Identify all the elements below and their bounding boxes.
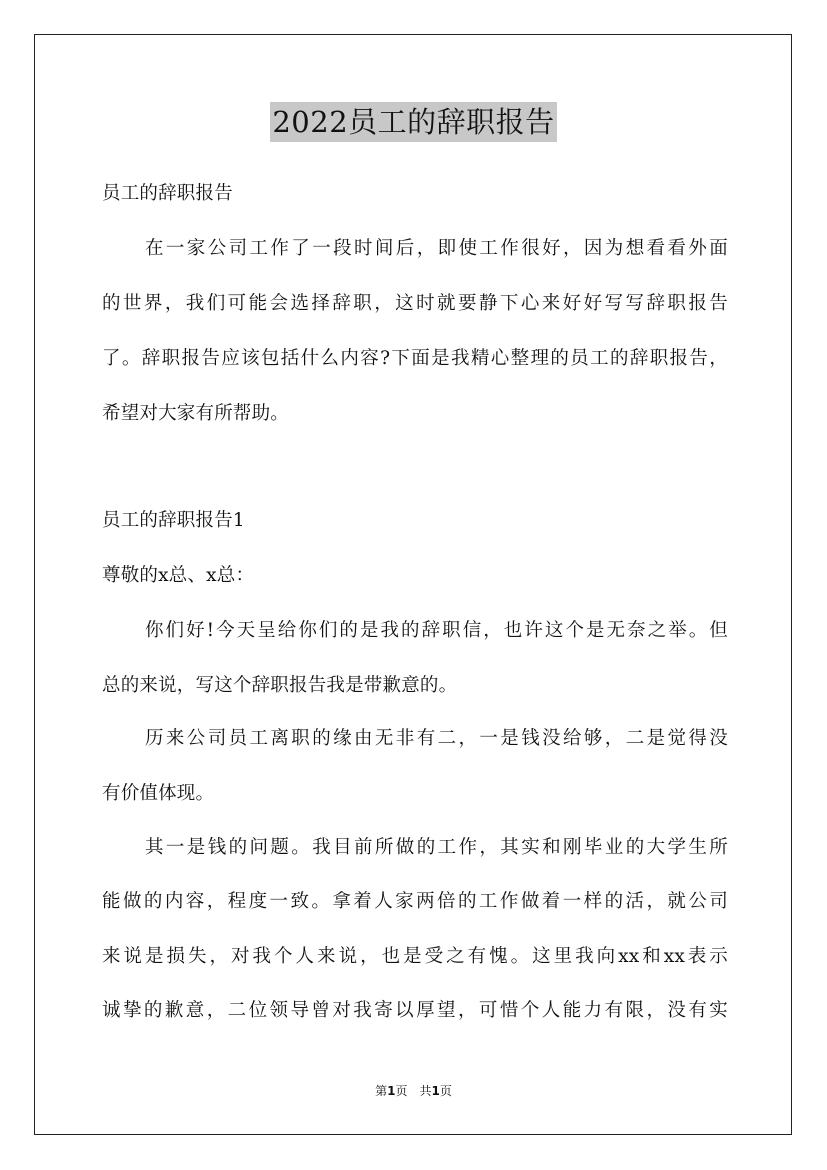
- body-line-8: 诚挚的歉意，二位领导曾对我寄以厚望，可惜个人能力有限，没有实: [102, 1000, 728, 1021]
- body-line-3: 历来公司员工离职的缘由无非有二，一是钱没给够，二是觉得没: [145, 728, 728, 749]
- body-line-6: 能做的内容，程度一致。拿着人家两倍的工作做着一样的活，就公司: [102, 891, 728, 912]
- section-heading: 员工的辞职报告1: [102, 510, 245, 531]
- intro-line-3: 了。辞职报告应该包括什么内容?下面是我精心整理的员工的辞职报告，: [102, 348, 728, 369]
- intro-line-4: 希望对大家有所帮助。: [102, 403, 290, 424]
- footer-page-suffix: 页: [439, 1084, 452, 1098]
- footer-page-prefix: 第: [375, 1084, 388, 1098]
- footer-page-current: 1: [387, 1084, 396, 1098]
- page-footer: [0, 1083, 827, 1099]
- salutation: 尊敬的x总、x总：: [102, 565, 255, 586]
- document-title: 2022员工的辞职报告: [270, 102, 556, 142]
- body-line-1: 你们好!今天呈给你们的是我的辞职信，也许这个是无奈之举。但: [145, 620, 728, 641]
- footer-page-mid: 页 共: [395, 1084, 432, 1098]
- body-line-7: 来说是损失，对我个人来说，也是受之有愧。这里我向xx和xx表示: [102, 946, 728, 967]
- body-line-5: 其一是钱的问题。我目前所做的工作，其实和刚毕业的大学生所: [145, 837, 728, 858]
- intro-line-1: 在一家公司工作了一段时间后，即使工作很好，因为想看看外面: [145, 238, 728, 259]
- body-line-2: 总的来说，写这个辞职报告我是带歉意的。: [102, 675, 458, 696]
- intro-line-2: 的世界，我们可能会选择辞职，这时就要静下心来好好写写辞职报告: [102, 293, 728, 314]
- body-line-4: 有价值体现。: [102, 783, 215, 804]
- footer-page-total: 1: [431, 1084, 440, 1098]
- title-container: [0, 102, 827, 142]
- document-subtitle: 员工的辞职报告: [102, 183, 233, 204]
